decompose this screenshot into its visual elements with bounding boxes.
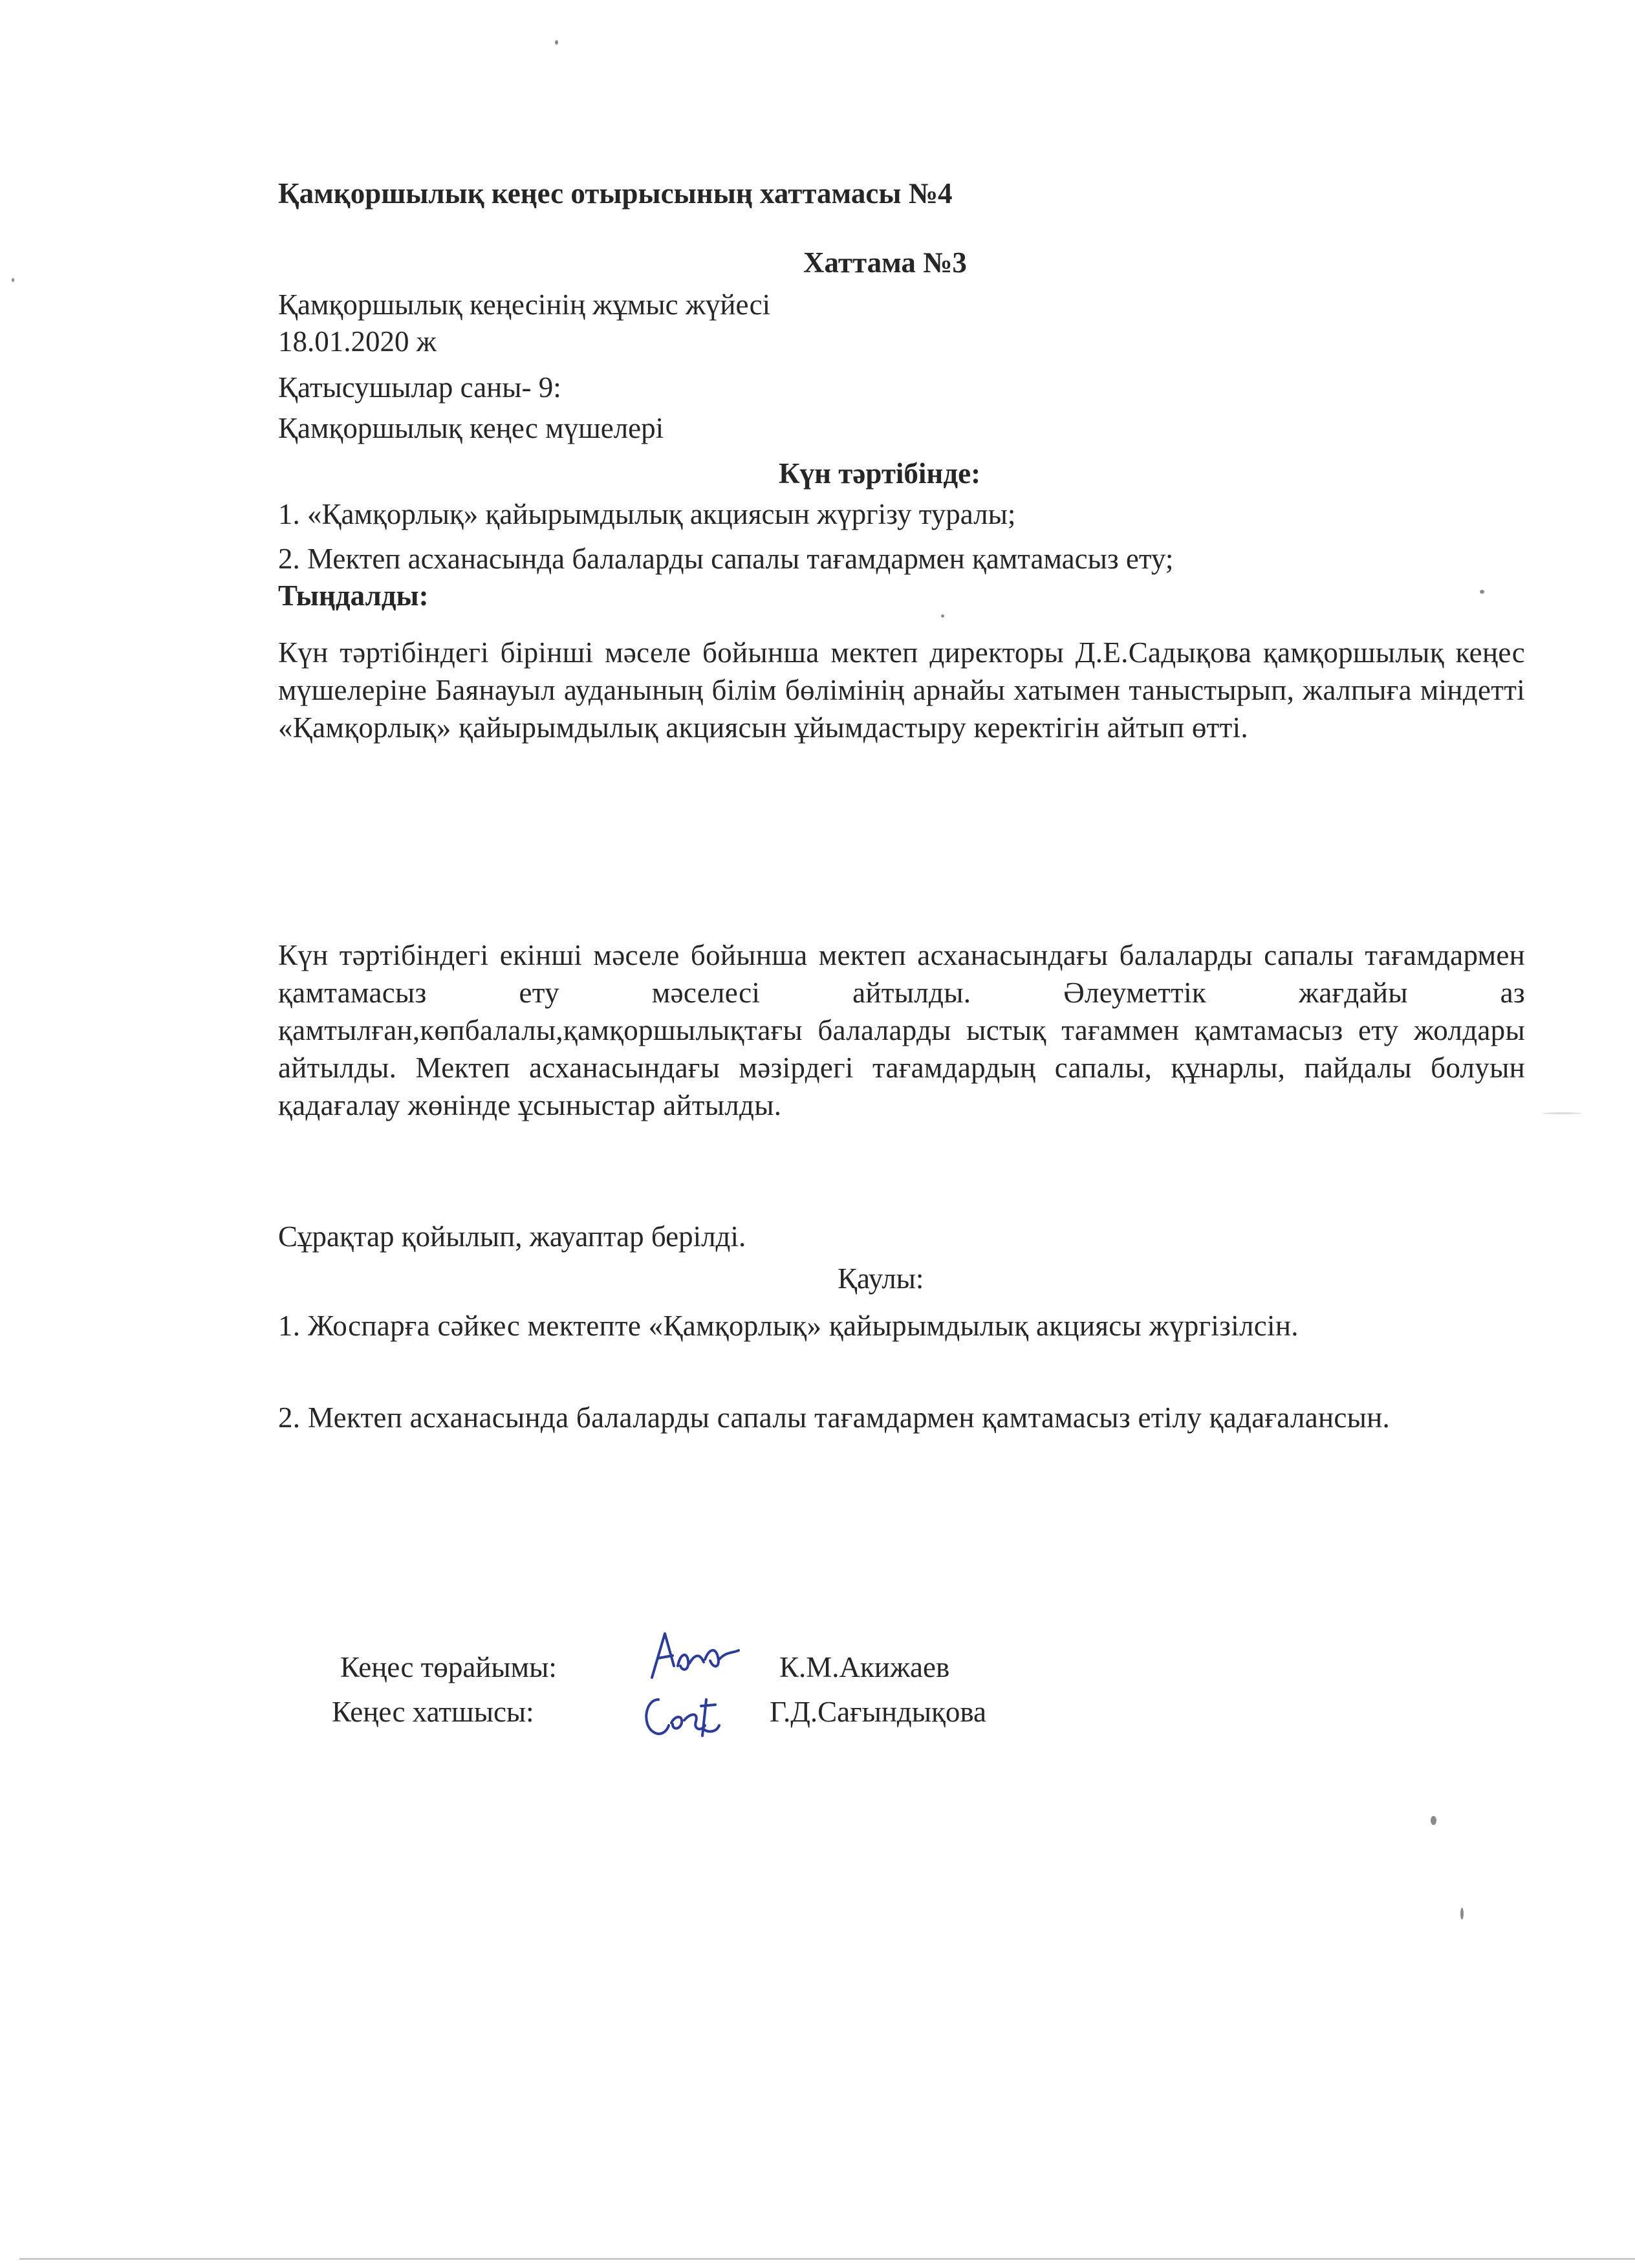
agenda-heading: Күн тәртібінде: — [779, 457, 981, 490]
scan-bottom-edge — [19, 2258, 1635, 2260]
scan-speck — [1431, 1816, 1436, 1825]
council-work-line: Қамқоршылық кеңесінің жұмыс жүйесі — [278, 288, 771, 321]
scan-speck — [941, 614, 944, 618]
chair-signature — [647, 1621, 744, 1685]
listened-paragraph-2: Күн тәртібіндегі екінші мәселе бойынша мектеп асханасындағы балаларды сапалы тағамдармен қамтамасыз ету мәселесі айтылды. Әлеуметтік жағдайы аз қамтылған,көпбалалы,қамқоршылықтағы балаларды ыстық тағаммен қамтамасыз ету жолдары айтылды. Мектеп асханасындағы мәзірдегі тағамдардың сапалы, құнарлы, пайдалы болуын қадағалау жөнінде ұсыныстар айтылды. — [278, 939, 1525, 1121]
chair-name: К.М.Акижаев — [779, 1651, 950, 1683]
listened-paragraph-1: Күн тәртібіндегі бірінші мәселе бойынша мектеп директоры Д.Е.Садықова қамқоршылық кеңес мүшелеріне Баянауыл ауданының білім бөлімінің арнайы хатымен таныстырып, жалпыға міндетті «Қамқорлық» қайырымдылық акциясын ұйымдастыру керектігін айтып өтті. — [278, 636, 1525, 744]
resolution-heading: Қаулы: — [838, 1262, 924, 1295]
agenda-item-2: 2. Мектеп асханасында балаларды сапалы тағамдармен қамтамасыз ету; — [278, 543, 1174, 575]
scan-speck — [1460, 1908, 1464, 1919]
scan-speck — [1543, 1112, 1581, 1114]
scan-speck — [555, 40, 558, 45]
secretary-name: Г.Д.Сағындықова — [770, 1696, 987, 1728]
listened-heading: Тыңдалды: — [278, 579, 429, 612]
chair-label: Кеңес төрайымы: — [340, 1651, 557, 1683]
document-title: Қамқоршылық кеңес отырысының хаттамасы №4 — [278, 177, 953, 210]
agenda-item-1: 1. «Қамқорлық» қайырымдылық акциясын жүргізу туралы; — [278, 498, 1016, 530]
resolution-item-2: 2. Мектеп асханасында балаларды сапалы тағамдармен қамтамасыз етілу қадағалансын. — [278, 1401, 1391, 1434]
scan-speck — [12, 278, 14, 282]
secretary-label: Кеңес хатшысы: — [332, 1696, 534, 1728]
protocol-number: Хаттама №3 — [803, 246, 967, 279]
resolution-item-1: 1. Жоспарға сәйкес мектепте «Қамқорлық» қайырымдылық акциясы жүргізілсін. — [278, 1310, 1299, 1342]
council-members-line: Қамқоршылық кеңес мүшелері — [278, 412, 664, 444]
secretary-signature — [639, 1687, 723, 1745]
scan-speck — [1480, 590, 1484, 594]
meeting-date: 18.01.2020 ж — [278, 325, 437, 358]
questions-line: Сұрақтар қойылып, жауаптар берілді. — [278, 1220, 746, 1253]
participants-count: Қатысушылар саны- 9: — [278, 371, 561, 404]
